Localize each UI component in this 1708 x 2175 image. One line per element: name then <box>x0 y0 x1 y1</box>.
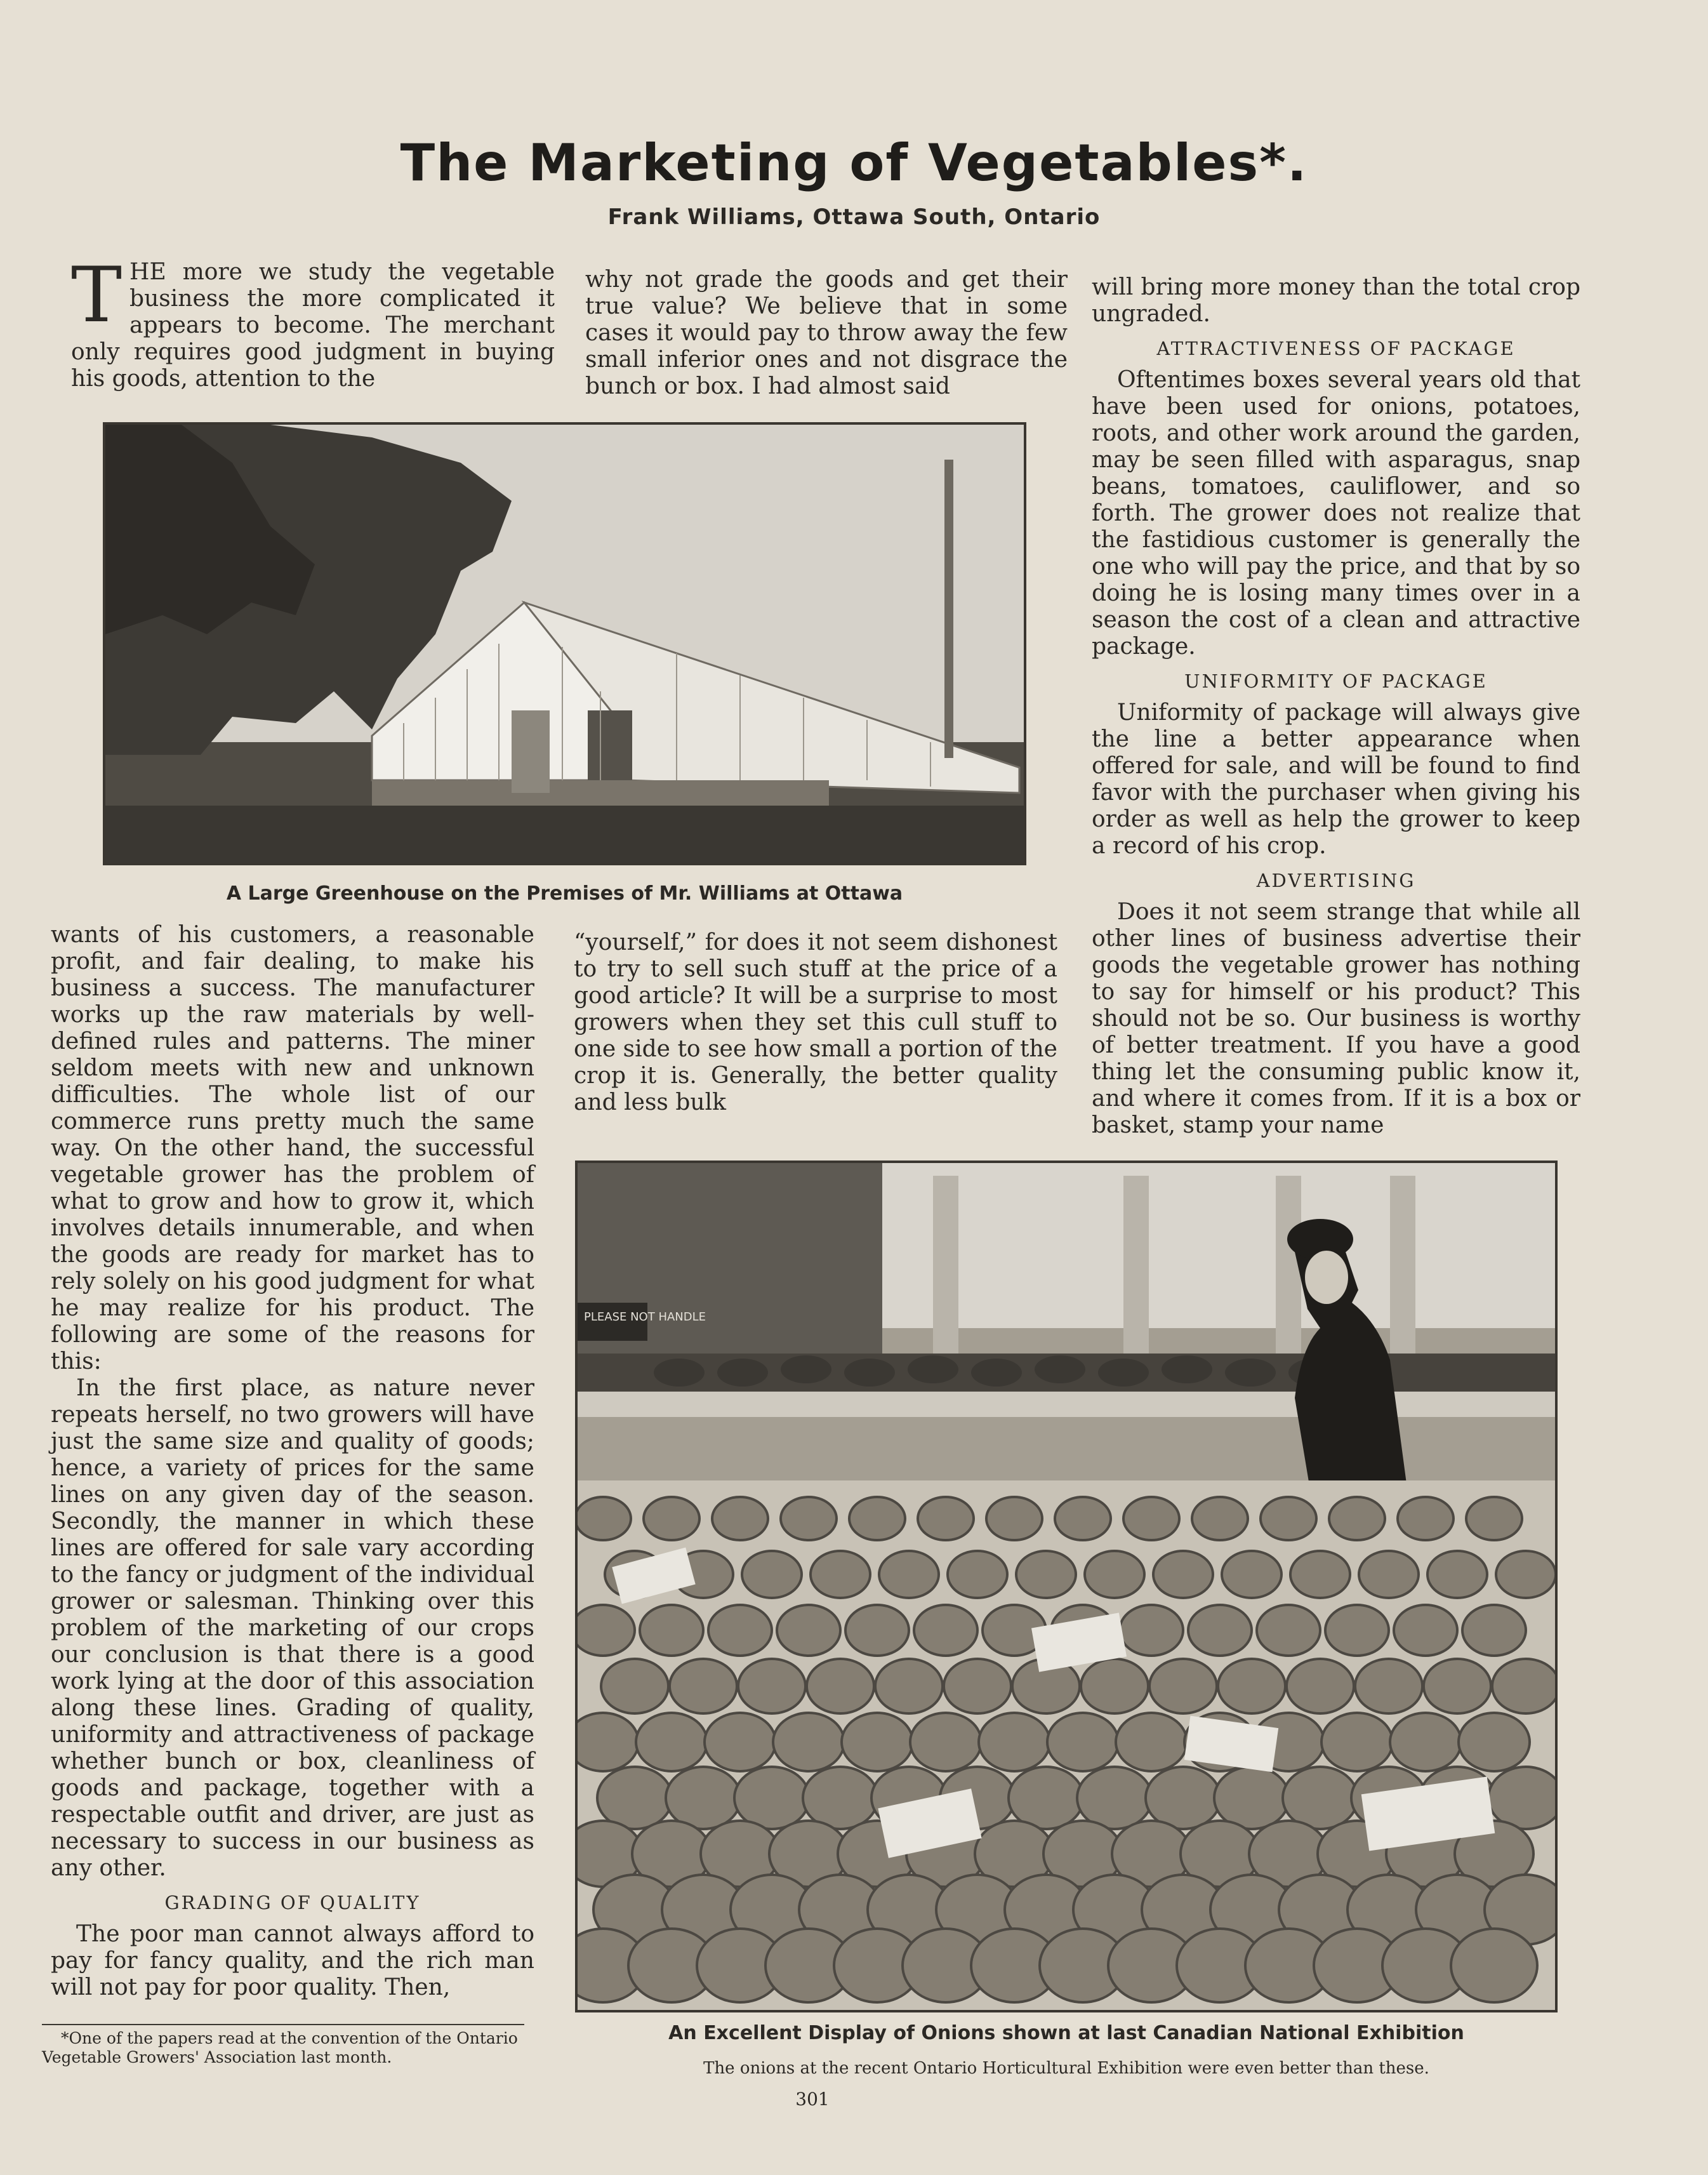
onion-bulb <box>1085 1551 1144 1598</box>
onion-bulb <box>1283 1767 1358 1829</box>
column-1-paragraph-3: The poor man cannot always afford to pay for fancy quality, and the rich man will not pay for poor quality. Then, <box>51 1921 534 2000</box>
onion-display-caption: An Excellent Display of Onions shown at last Canadian National Exhibition <box>668 2022 1464 2044</box>
onion-bulb <box>803 1767 878 1829</box>
column-1-paragraph-2: In the first place, as nature never repeats herself, no two growers will have just the same size and quality of goods; hence, a variety of prices for the same lines on any given day of the season. Secondly, the manner in which these lines are offered for sale vary according to the fancy or judgment of the individual grower or salesman. Thinking over this problem of the marketing of our crops our conclusion is that there is a good work lying at the door of this association along these lines. Grading of quality, uniformity and attractiveness of package whether bunch or box, cleanliness of goods and package, together with a respectable outfit and driver, are just as necessary to success in our business as any other. <box>51 1375 534 1881</box>
column-3-paragraph-0: will bring more money than the total crop ungraded. <box>1092 274 1580 327</box>
greenhouse-photo <box>103 422 1026 865</box>
onion-bulb <box>734 1767 809 1829</box>
onion-bulb <box>1192 1497 1248 1540</box>
column-1-bottom <box>51 922 534 2001</box>
onion-bulb <box>1321 1713 1393 1771</box>
onion-bulb <box>807 1659 874 1713</box>
footnote-rule <box>42 2024 524 2025</box>
onion-bulb <box>1214 1767 1289 1829</box>
onion-bulb <box>1077 1767 1152 1829</box>
onion-bulb <box>875 1659 943 1713</box>
column-3-paragraph-3: Does it not seem strange that while all other lines of business advertise their goods the vegetable grower has nothing to say for himself or his product? This should not be so. Our business is worthy of better treatment. If you have a good thing let the consuming public know it, and where it comes from. If it is a box or basket, stamp your name <box>1092 899 1580 1138</box>
greenhouse-caption: A Large Greenhouse on the Premises of Mr. Williams at Ottawa <box>226 882 903 905</box>
onion-bulb <box>578 1713 639 1771</box>
onion-bulb <box>879 1551 939 1598</box>
onion-bulb <box>1398 1497 1453 1540</box>
onion-bulb <box>910 1713 981 1771</box>
onion-bulb <box>918 1497 974 1540</box>
onion-bulb <box>1424 1659 1491 1713</box>
onion-bulb <box>1257 1605 1320 1656</box>
onion-bulb <box>986 1497 1042 1540</box>
onion-bulb <box>644 1497 699 1540</box>
onion-bulb <box>773 1713 844 1771</box>
onion-bulb <box>781 1497 837 1540</box>
onion-bulb <box>1462 1605 1526 1656</box>
onion-bulb <box>578 1605 635 1656</box>
onion-bulb <box>1290 1551 1350 1598</box>
onion-bulb <box>1359 1551 1419 1598</box>
column-3 <box>1092 274 1580 1139</box>
onion-bulb <box>1394 1605 1457 1656</box>
please-do-not-handle-sign: PLEASE NOT HANDLE <box>584 1310 706 1324</box>
onion-display-subcaption: The onions at the recent Ontario Horticultural Exhibition were even better than these. <box>703 2059 1429 2078</box>
onion-bulb <box>845 1605 909 1656</box>
column-2-bottom-paragraph: “yourself,” for does it not seem dishonest to try to sell such stuff at the price of a good article? It will be a surprise to most growers when they set this cull stuff to one side to see how small a portion of the crop it is. Generally, the better quality and less bulk <box>574 929 1057 1115</box>
heading-grading-of-quality: GRADING OF QUALITY <box>164 1892 421 1913</box>
onion-display-illustration <box>578 1163 1555 2010</box>
onion-bulb <box>1116 1713 1187 1771</box>
onion-bulb <box>1016 1551 1076 1598</box>
onion-bulb <box>1047 1713 1118 1771</box>
column-3-paragraph-2: Uniformity of package will always give the line a better appearance when offered for sale, and will be found to find favor with the purchaser when giving his order as well as help the grower to keep a record of his crop. <box>1092 700 1580 859</box>
onion-bulb <box>670 1659 737 1713</box>
onion-bulb <box>1123 1497 1179 1540</box>
onion-bulb <box>705 1713 776 1771</box>
onion-bulb <box>1451 1929 1537 2002</box>
column-2-top-paragraph: why not grade the goods and get their true value? We believe that in some cases it would pay to throw away the few small inferior ones and not disgrace the bunch or box. I had almost said <box>585 267 1068 399</box>
onion-bulb <box>597 1767 672 1829</box>
onion-bulb <box>777 1605 840 1656</box>
onion-bulb <box>712 1497 768 1540</box>
onion-bulb <box>1222 1551 1281 1598</box>
onion-bulb <box>1009 1767 1083 1829</box>
onion-bulb <box>1188 1605 1252 1656</box>
onion-bulb <box>1149 1659 1217 1713</box>
onion-bulb <box>640 1605 703 1656</box>
onion-bulb <box>948 1551 1007 1598</box>
onion-bulb <box>742 1551 802 1598</box>
onion-bulb <box>1355 1659 1422 1713</box>
onion-bulb <box>738 1659 805 1713</box>
heading-advertising: ADVERTISING <box>1256 870 1416 891</box>
onion-bulb <box>708 1605 772 1656</box>
column-2-bottom <box>574 929 1057 1116</box>
heading-uniformity-of-package: UNIFORMITY OF PACKAGE <box>1184 670 1488 692</box>
article-title: The Marketing of Vegetables*. <box>400 133 1308 192</box>
column-2-top <box>585 267 1068 400</box>
onion-bulb <box>666 1767 741 1829</box>
onion-bulb <box>944 1659 1011 1713</box>
onion-bulb <box>979 1713 1050 1771</box>
onion-bulb <box>1146 1767 1221 1829</box>
page-number: 301 <box>795 2089 830 2110</box>
onion-bulb <box>1081 1659 1148 1713</box>
onion-bulb <box>601 1659 668 1713</box>
onion-bulb <box>1427 1551 1487 1598</box>
onion-bulb <box>1325 1605 1389 1656</box>
drop-cap: T <box>71 251 122 340</box>
onion-bulb <box>1120 1605 1183 1656</box>
onion-bulb <box>636 1713 707 1771</box>
onion-bulb <box>1218 1659 1285 1713</box>
onion-bulb <box>1153 1551 1213 1598</box>
footnote: *One of the papers read at the convention of the Ontario Vegetable Growers' Association last month. <box>42 2029 518 2066</box>
onion-bulb <box>811 1551 870 1598</box>
onion-bulb <box>849 1497 905 1540</box>
intro-paragraph: HE more we study the vegetable business the more complicated it appears to become. The merchant only requires good judgment in buying his goods, attention to the <box>71 259 555 392</box>
onion-bulb <box>1496 1551 1555 1598</box>
onion-bulb <box>1390 1713 1461 1771</box>
onion-bulb <box>1287 1659 1354 1713</box>
onion-bulb <box>1466 1497 1522 1540</box>
onion-bulb <box>1329 1497 1385 1540</box>
column-3-paragraph-1: Oftentimes boxes several years old that have been used for onions, potatoes, roots, and other work around the garden, may be seen filled with asparagus, snap beans, tomatoes, cauliflower, and so forth. The grower does not realize that the fastidious customer is generally the one who will pay the price, and that by so doing he is losing many times over in a season the cost of a clean and attractive package. <box>1092 367 1580 660</box>
onion-display-photo <box>575 1161 1558 2012</box>
onion-bulb <box>842 1713 913 1771</box>
column-1-paragraph-1: wants of his customers, a reasonable profit, and fair dealing, to make his business a success. The manufacturer works up the raw materials by well-defined rules and patterns. The miner seldom meets with new and unknown difficulties. The whole list of our commerce runs pretty much the same way. On the other hand, the successful vegetable grower has the problem of what to grow and how to grow it, which involves details innumerable, and when the goods are ready for market has to rely solely on his good judgment for what he may realize for his product. The following are some of the reasons for this: <box>51 922 534 1374</box>
column-1-top <box>71 251 555 392</box>
onion-bulb <box>1492 1659 1555 1713</box>
onion-bulb <box>914 1605 977 1656</box>
heading-attractiveness-of-package: ATTRACTIVENESS OF PACKAGE <box>1156 338 1516 359</box>
onion-bulb <box>1055 1497 1111 1540</box>
greenhouse-illustration <box>105 425 1024 863</box>
article-byline: Frank Williams, Ottawa South, Ontario <box>607 204 1101 230</box>
onion-bulb <box>1459 1713 1530 1771</box>
onion-bulb <box>578 1497 631 1540</box>
onion-bulb <box>1261 1497 1316 1540</box>
